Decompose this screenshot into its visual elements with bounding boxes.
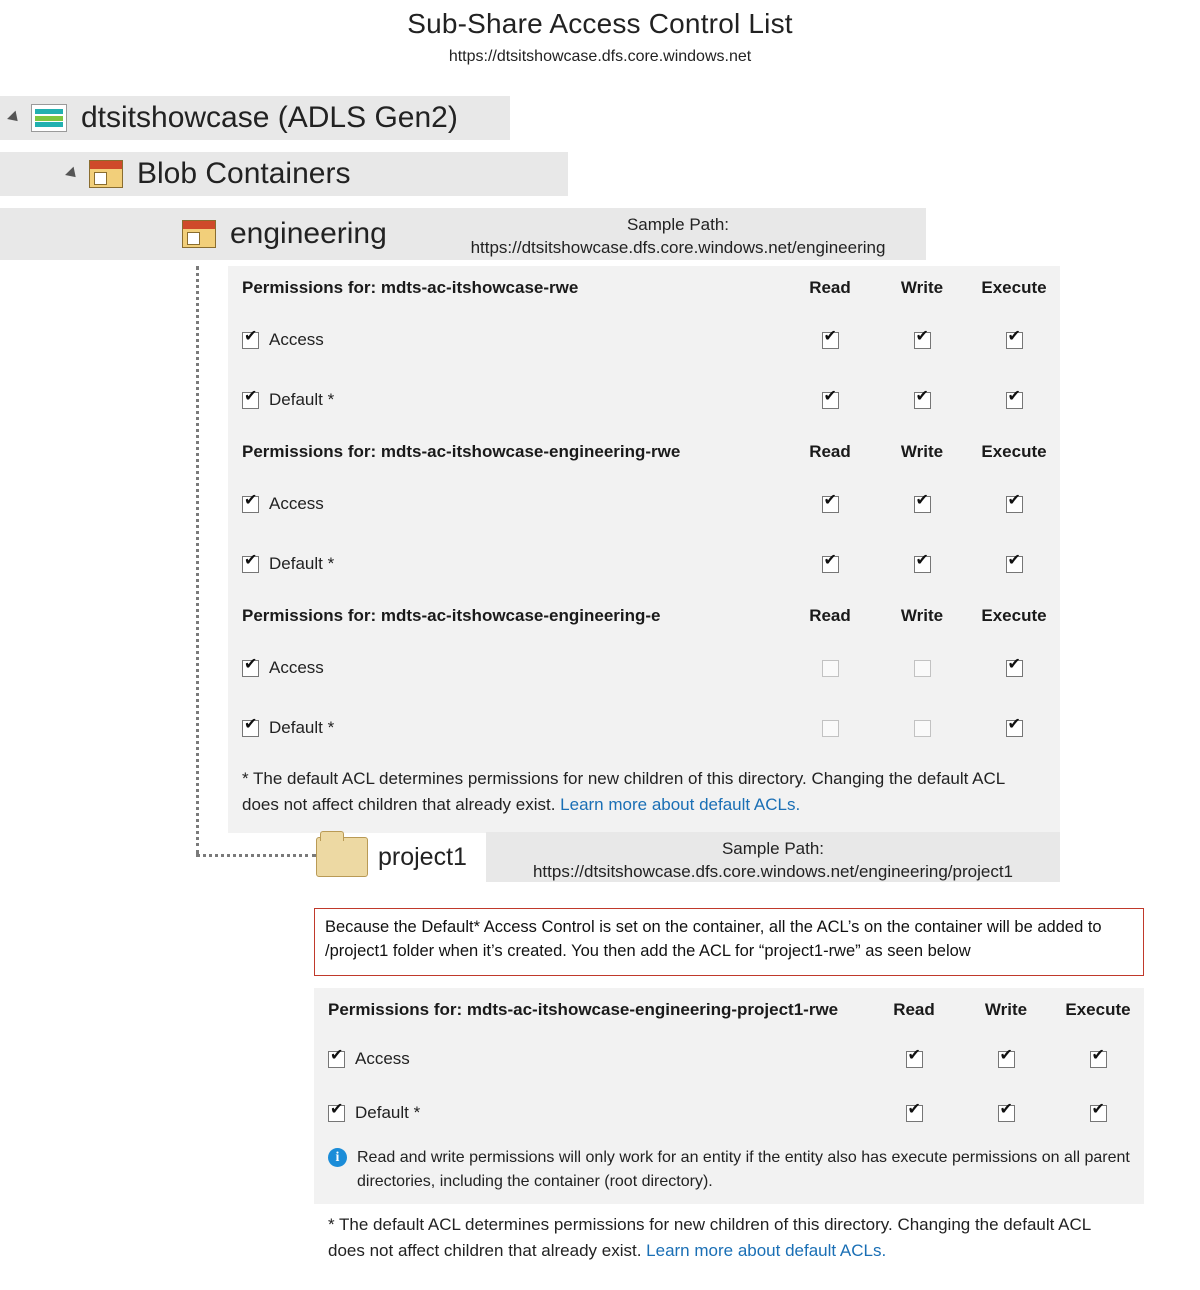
container-sample-path [430, 208, 926, 260]
tree-connector-line [196, 266, 199, 854]
read-checkbox[interactable] [822, 660, 839, 677]
tree-node-storage-account[interactable] [0, 96, 510, 140]
learn-more-link[interactable]: Learn more about default ACLs. [560, 795, 801, 815]
execute-checkbox[interactable] [1090, 1105, 1107, 1122]
write-checkbox[interactable] [914, 392, 931, 409]
tree-node-label: Blob Containers [137, 157, 351, 190]
tree-connector-line-horizontal [196, 854, 316, 857]
execute-checkbox[interactable] [1006, 720, 1023, 737]
acl-row-label: Access [269, 330, 324, 349]
column-header-write: Write [984, 1000, 1028, 1019]
callout-note: Because the Default* Access Control is set on the container, all the ACL’s on the container will be added to /project1 folder when it’s created. You then add the ACL for “project1-rwe” as seen below [314, 908, 1144, 976]
folder-default-acl-footnote [314, 1204, 1144, 1279]
tree-node-label: project1 [378, 842, 467, 871]
page-subtitle-url: https://dtsitshowcase.dfs.core.windows.net [448, 48, 752, 65]
info-icon: i [328, 1148, 347, 1167]
column-header-write: Write [900, 606, 944, 625]
container-default-acl-footnote [228, 758, 1060, 833]
expand-chevron-icon[interactable] [65, 167, 80, 182]
acl-row-default [314, 1086, 1144, 1140]
acl-row-access [228, 474, 1060, 534]
write-checkbox[interactable] [914, 720, 931, 737]
column-header-write: Write [900, 442, 944, 461]
acl-row-label: Access [355, 1049, 410, 1068]
execute-checkbox[interactable] [1090, 1051, 1107, 1068]
write-checkbox[interactable] [914, 556, 931, 573]
column-header-execute: Execute [981, 442, 1047, 461]
page-title: Sub-Share Access Control List [407, 8, 793, 39]
acl-row-default [228, 534, 1060, 594]
column-header-execute: Execute [981, 278, 1047, 297]
read-checkbox[interactable] [906, 1105, 923, 1122]
storage-account-icon [31, 104, 67, 132]
sample-path-label: Sample Path: [721, 839, 825, 858]
acl-row-access [228, 310, 1060, 370]
acl-row-label: Access [269, 494, 324, 513]
acl-row-label: Default * [269, 718, 335, 737]
acl-row-label: Default * [269, 554, 335, 573]
execute-checkbox[interactable] [1006, 392, 1023, 409]
blob-container-icon [89, 160, 123, 188]
row-enable-checkbox[interactable] [242, 332, 259, 349]
acl-group-header [314, 988, 1144, 1032]
sample-path-url: https://dtsitshowcase.dfs.core.windows.net/engineering/project1 [532, 861, 1014, 881]
acl-row-label: Default * [269, 390, 335, 409]
acl-row-label: Access [269, 658, 324, 677]
acl-row-default [228, 698, 1060, 758]
execute-checkbox[interactable] [1006, 496, 1023, 513]
tree-node-blob-containers[interactable] [0, 152, 568, 196]
write-checkbox[interactable] [998, 1051, 1015, 1068]
expand-chevron-icon[interactable] [7, 111, 22, 126]
acl-row-access [314, 1032, 1144, 1086]
footnote-text: * The default ACL determines permissions for new children of this directory. Changing the default ACL does not affect children that already exist. [242, 769, 1005, 815]
column-header-execute: Execute [1065, 1000, 1131, 1019]
acl-group-title: Permissions for: mdts-ac-itshowcase-rwe [242, 278, 579, 297]
row-enable-checkbox[interactable] [328, 1105, 345, 1122]
blob-container-icon [182, 220, 216, 248]
read-checkbox[interactable] [906, 1051, 923, 1068]
row-enable-checkbox[interactable] [242, 556, 259, 573]
execute-checkbox[interactable] [1006, 660, 1023, 677]
write-checkbox[interactable] [914, 496, 931, 513]
folder-icon [316, 837, 368, 877]
footnote-text: * The default ACL determines permissions for new children of this directory. Changing the default ACL does not affect children that already exist. [328, 1215, 1091, 1261]
read-checkbox[interactable] [822, 332, 839, 349]
acl-group-header [228, 266, 1060, 310]
read-checkbox[interactable] [822, 720, 839, 737]
learn-more-link[interactable]: Learn more about default ACLs. [646, 1241, 887, 1261]
row-enable-checkbox[interactable] [242, 392, 259, 409]
row-enable-checkbox[interactable] [242, 720, 259, 737]
sample-path-label: Sample Path: [626, 215, 730, 234]
sample-path-url: https://dtsitshowcase.dfs.core.windows.net/engineering [470, 237, 886, 257]
column-header-read: Read [809, 606, 851, 625]
folder-sample-path [486, 832, 1060, 882]
acl-group-title: Permissions for: mdts-ac-itshowcase-engineering-project1-rwe [328, 1000, 839, 1019]
container-acl-panel [228, 266, 1060, 833]
row-enable-checkbox[interactable] [242, 496, 259, 513]
column-header-write: Write [900, 278, 944, 297]
column-header-read: Read [893, 1000, 935, 1019]
read-checkbox[interactable] [822, 496, 839, 513]
tree-node-label: dtsitshowcase (ADLS Gen2) [81, 101, 458, 134]
folder-acl-panel [314, 988, 1144, 1279]
info-text: Read and write permissions will only work for an entity if the entity also has execute permissions on all parent directories, including the container (root directory). [357, 1149, 1130, 1190]
read-checkbox[interactable] [822, 556, 839, 573]
column-header-read: Read [809, 442, 851, 461]
execute-permission-info [314, 1140, 1144, 1204]
acl-group-header [228, 594, 1060, 638]
acl-group-title: Permissions for: mdts-ac-itshowcase-engineering-e [242, 606, 661, 625]
execute-checkbox[interactable] [1006, 332, 1023, 349]
acl-group-title: Permissions for: mdts-ac-itshowcase-engineering-rwe [242, 442, 681, 461]
column-header-execute: Execute [981, 606, 1047, 625]
column-header-read: Read [809, 278, 851, 297]
write-checkbox[interactable] [914, 332, 931, 349]
write-checkbox[interactable] [998, 1105, 1015, 1122]
read-checkbox[interactable] [822, 392, 839, 409]
tree-node-label: engineering [230, 217, 387, 250]
row-enable-checkbox[interactable] [328, 1051, 345, 1068]
row-enable-checkbox[interactable] [242, 660, 259, 677]
execute-checkbox[interactable] [1006, 556, 1023, 573]
acl-row-access [228, 638, 1060, 698]
acl-row-default [228, 370, 1060, 430]
write-checkbox[interactable] [914, 660, 931, 677]
acl-row-label: Default * [355, 1103, 421, 1122]
acl-group-header [228, 430, 1060, 474]
